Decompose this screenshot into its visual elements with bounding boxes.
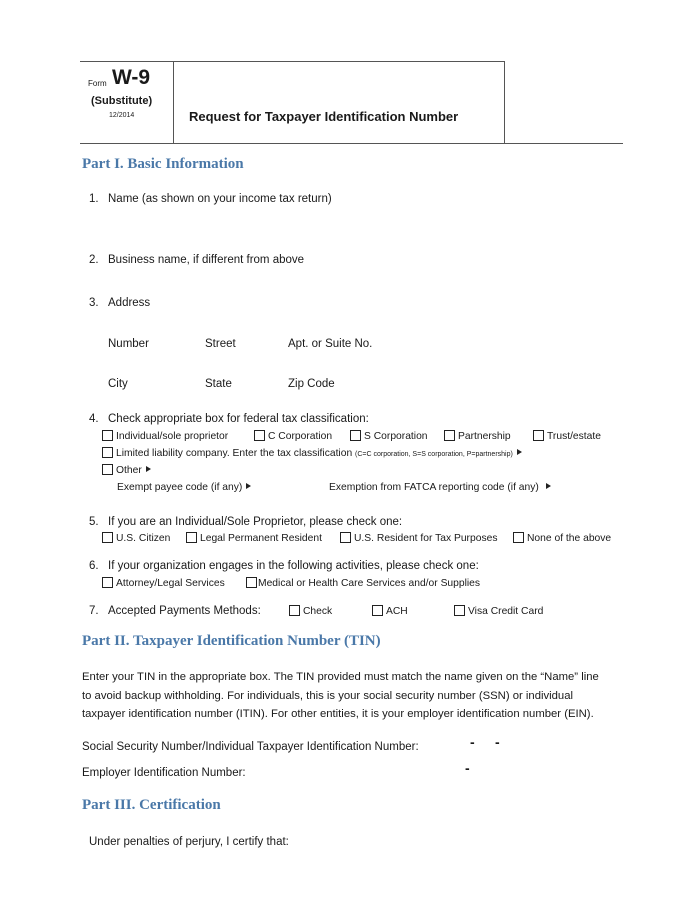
q4-label: Check appropriate box for federal tax classification:: [108, 413, 369, 425]
ein-label: Employer Identification Number:: [82, 767, 246, 779]
opt-s-corp-label: S Corporation: [364, 431, 428, 442]
opt-individual-label: Individual/sole proprietor: [116, 431, 229, 442]
fatca-code[interactable]: [329, 482, 551, 493]
form-date: 12/2014: [109, 112, 135, 119]
opt-attorney-label: Attorney/Legal Services: [116, 578, 225, 589]
address-city-label: City: [108, 378, 128, 390]
opt-us-resident[interactable]: [340, 532, 497, 544]
checkbox[interactable]: [350, 430, 361, 441]
checkbox[interactable]: [372, 605, 383, 616]
address-state-label: State: [205, 378, 232, 390]
opt-check[interactable]: [289, 605, 332, 617]
fatca-label: Exemption from FATCA reporting code (if any): [329, 482, 539, 493]
checkbox[interactable]: [340, 532, 351, 543]
checkbox[interactable]: [444, 430, 455, 441]
arrow-right-icon: [517, 449, 522, 455]
ssn-dash-2: -: [495, 734, 500, 750]
tin-instructions-line1: Enter your TIN in the appropriate box. The TIN provided must match the name given on the “Name” line: [82, 671, 599, 683]
opt-us-resident-label: U.S. Resident for Tax Purposes: [354, 533, 498, 544]
address-apt-label: Apt. or Suite No.: [288, 338, 373, 350]
arrow-right-icon: [246, 483, 251, 489]
opt-attorney[interactable]: [102, 577, 225, 589]
checkbox[interactable]: [246, 577, 257, 588]
address-zip-label: Zip Code: [288, 378, 335, 390]
opt-visa-label: Visa Credit Card: [468, 606, 544, 617]
q2-number: 2.: [89, 254, 99, 266]
checkbox[interactable]: [102, 532, 113, 543]
opt-other[interactable]: [102, 464, 151, 476]
opt-medical[interactable]: [246, 577, 480, 589]
opt-c-corp[interactable]: [254, 430, 332, 442]
opt-llc-label: Limited liability company. Enter the tax classification: [116, 448, 353, 459]
exempt-payee-label: Exempt payee code (if any): [117, 482, 243, 493]
q2-label: Business name, if different from above: [108, 254, 305, 266]
ssn-label: Social Security Number/Individual Taxpayer Identification Number:: [82, 741, 419, 753]
tin-instructions-line2: to avoid backup withholding. For individuals, this is your social security number (SSN) or individual: [82, 689, 574, 702]
q4-number: 4.: [89, 413, 99, 425]
opt-partnership[interactable]: [444, 430, 511, 442]
opt-individual[interactable]: [102, 430, 228, 442]
tin-instructions-line3: taxpayer identification number (ITIN). For other entities, it is your employer identification number (EIN).: [82, 708, 594, 720]
opt-none[interactable]: [513, 532, 611, 544]
header-divider-left: [173, 61, 174, 144]
q7-label: Accepted Payments Methods:: [108, 605, 261, 617]
opt-partnership-label: Partnership: [458, 431, 511, 442]
checkbox[interactable]: [454, 605, 465, 616]
checkbox[interactable]: [102, 577, 113, 588]
ein-input[interactable]: [440, 760, 530, 780]
opt-check-label: Check: [303, 606, 333, 617]
checkbox[interactable]: [533, 430, 544, 441]
form-word: Form: [88, 79, 107, 88]
q1-number: 1.: [89, 193, 99, 205]
opt-s-corp[interactable]: [350, 430, 428, 442]
opt-medical-label: Medical or Health Care Services and/or Supplies: [258, 578, 481, 589]
header-top-rule: [80, 61, 505, 62]
arrow-right-icon: [146, 466, 151, 472]
opt-c-corp-label: C Corporation: [268, 431, 333, 442]
checkbox[interactable]: [186, 532, 197, 543]
checkbox[interactable]: [102, 447, 113, 458]
header-divider-right: [504, 61, 505, 144]
q5-label: If you are an Individual/Sole Proprietor, please check one:: [108, 516, 403, 528]
opt-llc[interactable]: [102, 447, 522, 459]
opt-ach[interactable]: [372, 605, 408, 617]
checkbox[interactable]: [513, 532, 524, 543]
q3-label: Address: [108, 297, 151, 309]
q5-number: 5.: [89, 516, 99, 528]
part2-heading: Part II. Taxpayer Identification Number (TIN): [82, 633, 381, 649]
form-number: W-9: [112, 66, 151, 89]
checkbox[interactable]: [102, 464, 113, 475]
checkbox[interactable]: [289, 605, 300, 616]
tin-instructions: [82, 668, 642, 724]
opt-trust[interactable]: [533, 430, 601, 442]
q1-label: Name (as shown on your income tax return): [108, 193, 332, 205]
opt-lpr-label: Legal Permanent Resident: [200, 533, 322, 544]
address-number-label: Number: [108, 338, 149, 350]
ein-dash: -: [465, 760, 470, 776]
part1-heading: Part I. Basic Information: [82, 156, 244, 172]
ssn-input[interactable]: [440, 734, 530, 754]
opt-trust-label: Trust/estate: [547, 431, 601, 442]
address-street-label: Street: [205, 338, 236, 350]
opt-llc-note: (C=C corporation, S=S corporation, P=partnership): [355, 451, 513, 458]
ssn-dash-1: -: [470, 734, 475, 750]
exempt-payee-code[interactable]: [117, 482, 251, 493]
q3-number: 3.: [89, 297, 99, 309]
q6-number: 6.: [89, 560, 99, 572]
q7-number: 7.: [89, 605, 99, 617]
checkbox[interactable]: [102, 430, 113, 441]
header-bottom-rule: [80, 143, 623, 144]
checkbox[interactable]: [254, 430, 265, 441]
opt-other-label: Other: [116, 465, 142, 476]
form-substitute: (Substitute): [91, 95, 153, 107]
part3-heading: Part III. Certification: [82, 797, 221, 813]
opt-visa[interactable]: [454, 605, 543, 617]
opt-us-citizen-label: U.S. Citizen: [116, 533, 171, 544]
opt-ach-label: ACH: [386, 606, 408, 617]
opt-us-citizen[interactable]: [102, 532, 170, 544]
opt-lpr[interactable]: [186, 532, 322, 544]
opt-none-label: None of the above: [527, 533, 612, 544]
form-title: Request for Taxpayer Identification Number: [189, 109, 459, 124]
certification-intro: Under penalties of perjury, I certify that:: [89, 836, 289, 848]
arrow-right-icon: [546, 483, 551, 489]
q6-label: If your organization engages in the following activities, please check one:: [108, 560, 479, 572]
